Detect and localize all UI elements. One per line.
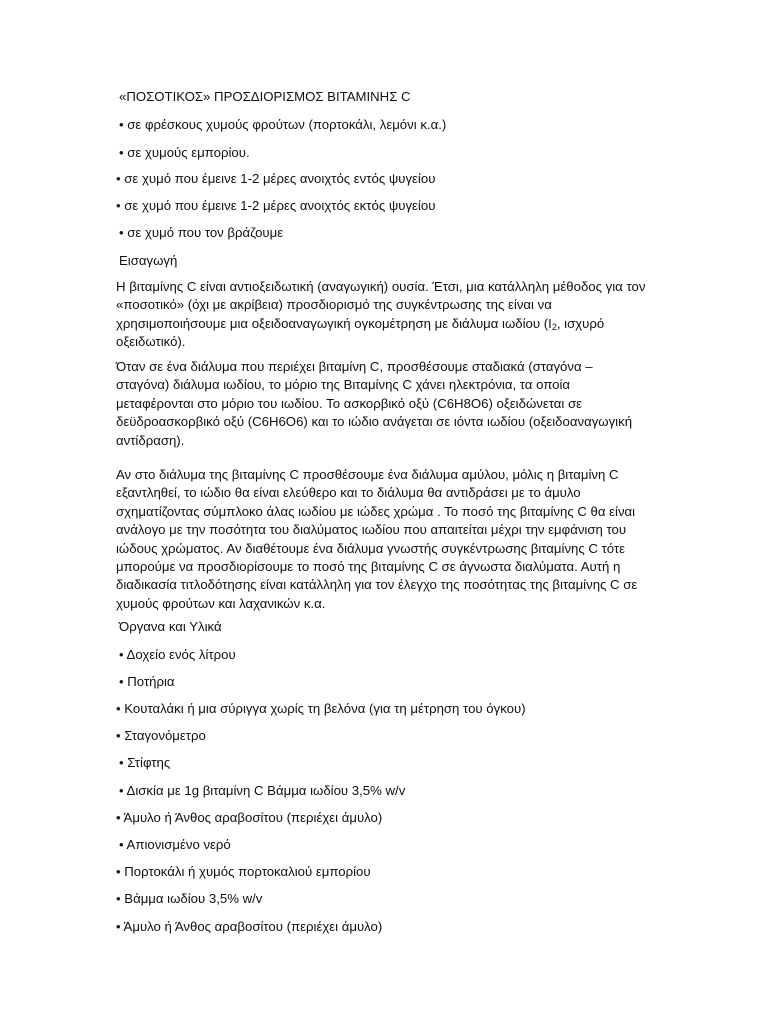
test-item: • σε χυμό που έμεινε 1-2 μέρες ανοιχτός εκτός ψυγείου	[116, 198, 436, 213]
intro-paragraph-1	[116, 278, 646, 352]
materials-heading: Όργανα και Υλικά	[119, 619, 222, 634]
material-item: • Βάμμα ιωδίου 3,5% w/v	[116, 891, 263, 906]
material-item: • Δισκία με 1g βιταμίνη C Βάμμα ιωδίου 3,5% w/v	[119, 783, 406, 798]
intro-paragraph-2-text: Όταν σε ένα διάλυμα που περιέχει βιταμίνη C, προσθέσουμε σταδιακά (σταγόνα – σταγόνα) διάλυμα ιωδίου, το μόριο της Βιταμίνης C χάνει ηλεκτρόνια, τα οποία μεταφέρονται στο μόριο του ιωδίου. Το ασκορβικό οξύ (C6H8O6) οξειδώνεται σε δεϋδροασκορβικό οξύ (C6H6O6) και το ιώδιο ανάγεται σε ιόντα ιωδίου (οξειδοαναγωγική αντίδραση).	[116, 359, 633, 448]
material-item: • Άμυλο ή Άνθος αραβοσίτου (περιέχει άμυλο)	[116, 919, 383, 934]
intro-heading: Εισαγωγή	[119, 253, 178, 268]
material-item: • Ποτήρια	[119, 674, 175, 689]
test-item: • σε φρέσκους χυμούς φρούτων (πορτοκάλι, λεμόνι κ.α.)	[119, 117, 447, 132]
test-item: • σε χυμούς εμπορίου.	[119, 145, 250, 160]
document-title: «ΠΟΣΟΤΙΚΟΣ» ΠΡΟΣΔΙΟΡΙΣΜΟΣ ΒΙΤΑΜΙΝΗΣ C	[119, 89, 411, 104]
intro-paragraph-2	[116, 358, 646, 450]
material-item: • Δοχείο ενός λίτρου	[119, 647, 236, 662]
material-item: • Απιονισμένο νερό	[119, 837, 231, 852]
test-item: • σε χυμό που τον βράζουμε	[119, 225, 284, 240]
material-item: • Κουταλάκι ή μια σύριγγα χωρίς τη βελόνα (για τη μέτρηση του όγκου)	[116, 701, 526, 716]
intro-paragraph-3-text: Αν στο διάλυμα της βιταμίνης C προσθέσουμε ένα διάλυμα αμύλου, μόλις η βιταμίνη C εξαντληθεί, το ιώδιο θα είναι ελεύθερο και το διάλυμα θα αντιδράσει με το άμυλο σχηματίζοντας σύμπλοκο άλας ιωδίου με ιώδες χρώμα . Το ποσό της βιταμίνης C θα είναι ανάλογο με την ποσότητα του διαλύματος ιωδίου που απαιτείται μέχρι την εμφάνιση του ιώδους χρώματος. Αν διαθέτουμε ένα διάλυμα γνωστής συγκέντρωσης βιταμίνης C τότε μπορούμε να προσδιορίσουμε το ποσό της βιταμίνης C σε άγνωστα διαλύματα. Αυτή η διαδικασία τιτλοδότησης είναι κατάλληλη για τον έλεγχο της ποσότητας της βιταμίνης C σε χυμούς φρούτων και λαχανικών κ.α.	[116, 467, 638, 611]
material-item: • Στίφτης	[119, 755, 171, 770]
intro-paragraph-1-text: Η βιταμίνης C είναι αντιοξειδωτική (αναγωγική) ουσία. Έτσι, μια κατάλληλη μέθοδος για τον «ποσοτικό» (όχι με ακρίβεια) προσδιορισμό της συγκέντρωσης της είναι να χρησιμοποιήσουμε μια οξειδοαναγωγική ογκομέτρηση με διάλυμα ιωδίου (I	[116, 279, 646, 331]
intro-paragraph-3	[116, 466, 646, 613]
material-item: • Σταγονόμετρο	[116, 728, 206, 743]
test-item: • σε χυμό που έμεινε 1-2 μέρες ανοιχτός εντός ψυγείου	[116, 171, 436, 186]
material-item: • Πορτοκάλι ή χυμός πορτοκαλιού εμπορίου	[116, 864, 371, 879]
iodine-subscript: 2	[551, 321, 557, 332]
material-item: • Άμυλο ή Άνθος αραβοσίτου (περιέχει άμυλο)	[116, 810, 383, 825]
intro-paragraph-1-tail: , ισχυρό οξειδωτικό).	[116, 315, 605, 350]
